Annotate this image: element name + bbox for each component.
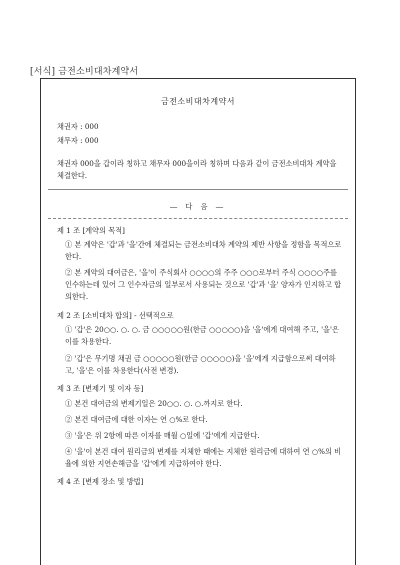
article-3-item-3: ③ '을'은 위 2항에 따른 이자를 매월 ○일에 '갑'에게 지급한다. (65, 431, 260, 440)
section-heading: ― 다 음 ― (169, 202, 227, 211)
section-divider-bottom (48, 218, 348, 219)
document-title: 금전소비대차계약서 (160, 97, 236, 106)
article-3-item-1: ① 본건 대여금의 변제기일은 20○○. ○. ○.까지로 한다. (65, 399, 243, 408)
article-2-item-1: ① '갑'은 20○○. ○. ○. 금 ○○○○○원(한금 ○○○○○)을 '을'에게 대여해 주고, '을'은 이를 차용한다. (65, 325, 339, 346)
article-3-item-2: ② 본건 대여금에 대한 이자는 연 ○%로 한다. (65, 415, 208, 424)
article-1-item-1: ① 본 계약은 '갑'과 '을'간에 체결되는 금전소비대차 계약의 제반 사항을 정함을 목적으로 한다. (65, 240, 342, 261)
article-1-item-2: ② 본 계약의 대여금은, '을'이 주식회사 ○○○○의 주주 ○○○로부터 주식 ○○○○주를 인수하는데 있어 그 인수자금의 일부로서 사용되는 것으로 '갑'과 '을' 양자가 인지하고 합의한다. (65, 268, 342, 301)
section-divider-top (48, 189, 348, 190)
debtor-line: 채무자 : 000 (57, 136, 99, 145)
article-4-title: 제 4 조 [변제 장소 및 방법] (57, 477, 144, 486)
article-2-item-2: ② '갑'은 무기명 채권 금 ○○○○○원(한금 ○○○○○)을 '을'에게 지급함으로써 대여하고, '을'은 이를 차용한다(사전 변경). (65, 354, 336, 375)
article-1-title: 제 1 조 [계약의 목적] (57, 226, 125, 235)
article-3-item-4: ④ '을'이 본건 대여 원리금의 변제를 지체한 때에는 지체한 원리금에 대하여 연 ○%의 비율에 의한 지연손해금을 '갑'에게 지급하여야 한다. (65, 447, 342, 468)
form-label: [서식] 금전소비대차계약서 (30, 67, 139, 77)
intro-paragraph: 채권자 000을 갑이라 칭하고 채무자 000을이라 칭하며 다음과 같이 금전소비대차 계약을 체결한다. (57, 159, 337, 180)
article-3-title: 제 3 조 [변제기 및 이자 등] (57, 384, 144, 393)
article-2-title: 제 2 조 [소비대차 합의] - 선택적으로 (57, 311, 174, 320)
contract-frame (40, 78, 356, 565)
creditor-line: 채권자 : 000 (57, 122, 99, 131)
